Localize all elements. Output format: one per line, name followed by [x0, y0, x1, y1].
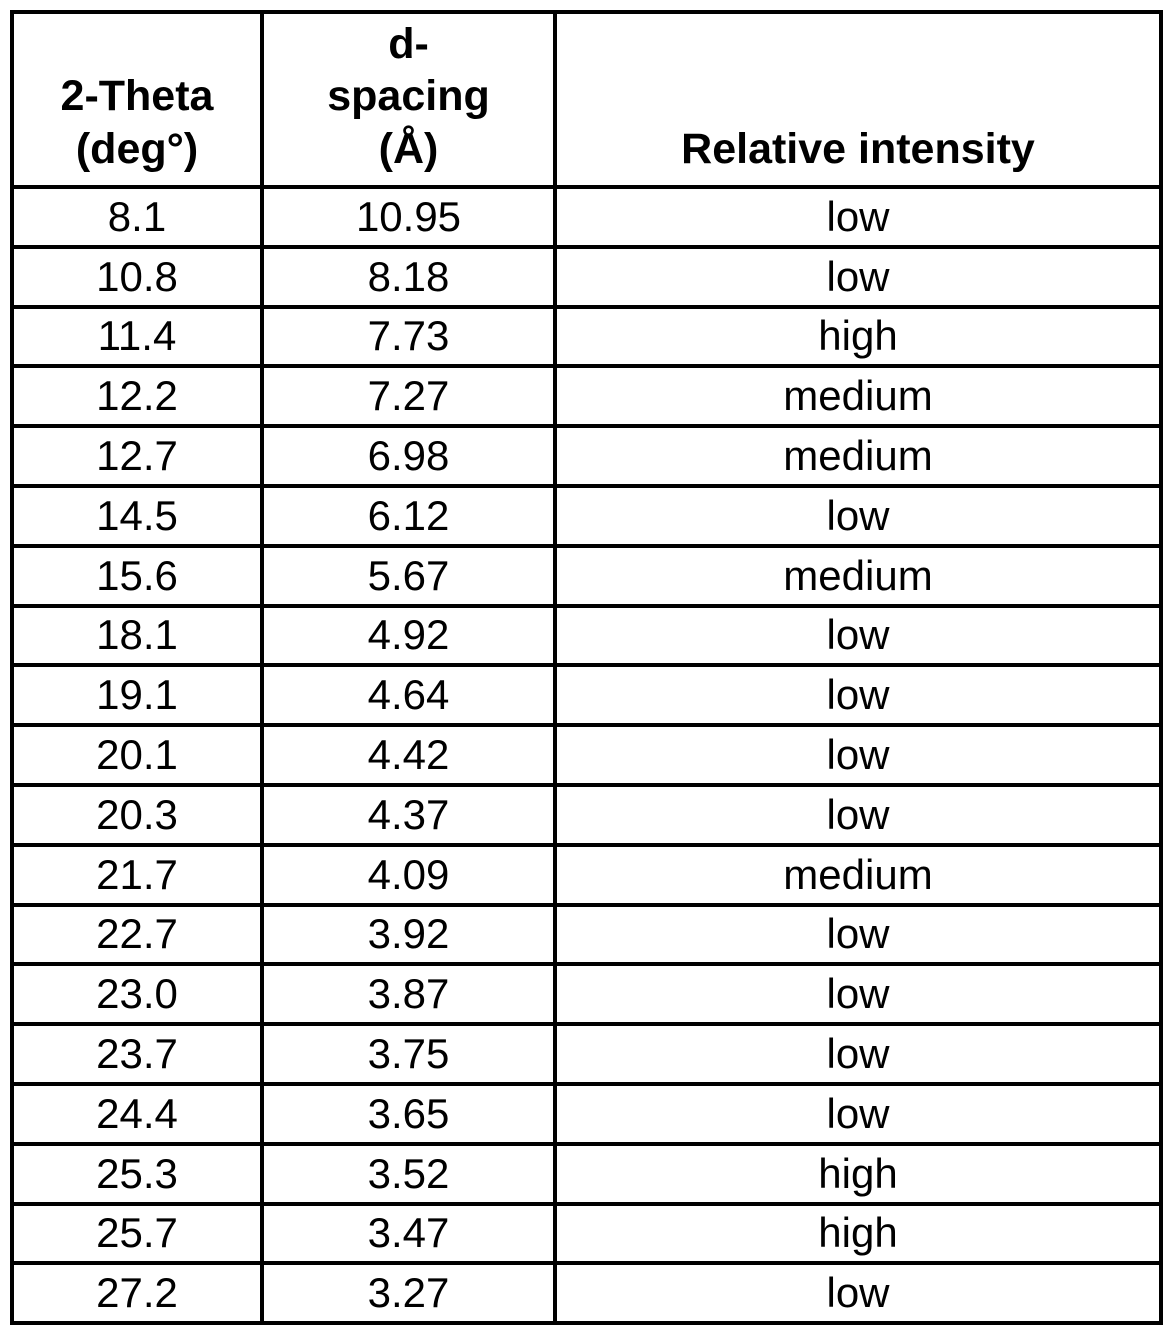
cell-dspacing: 3.75 — [262, 1024, 555, 1084]
cell-dspacing: 10.95 — [262, 187, 555, 247]
cell-dspacing: 7.73 — [262, 307, 555, 367]
cell-2theta: 23.7 — [12, 1024, 262, 1084]
cell-relative-intensity: high — [555, 1204, 1161, 1264]
table-body — [12, 187, 1161, 1323]
cell-relative-intensity: medium — [555, 845, 1161, 905]
table-row — [12, 785, 1161, 845]
cell-2theta: 12.2 — [12, 366, 262, 426]
table-row — [12, 1024, 1161, 1084]
xrd-peak-table — [10, 10, 1163, 1325]
cell-2theta: 18.1 — [12, 606, 262, 666]
cell-2theta: 11.4 — [12, 307, 262, 367]
table-row — [12, 307, 1161, 367]
cell-2theta: 20.1 — [12, 725, 262, 785]
cell-2theta: 19.1 — [12, 665, 262, 725]
cell-2theta: 23.0 — [12, 964, 262, 1024]
cell-dspacing: 3.47 — [262, 1204, 555, 1264]
header-row — [12, 12, 1161, 187]
cell-2theta: 25.7 — [12, 1204, 262, 1264]
cell-relative-intensity: low — [555, 1263, 1161, 1323]
cell-relative-intensity: low — [555, 1084, 1161, 1144]
cell-2theta: 25.3 — [12, 1144, 262, 1204]
cell-relative-intensity: medium — [555, 546, 1161, 606]
cell-dspacing: 3.87 — [262, 964, 555, 1024]
cell-dspacing: 5.67 — [262, 546, 555, 606]
table-row — [12, 546, 1161, 606]
cell-dspacing: 3.92 — [262, 905, 555, 965]
table-row — [12, 366, 1161, 426]
table-row — [12, 426, 1161, 486]
cell-relative-intensity: medium — [555, 366, 1161, 426]
table-row — [12, 1144, 1161, 1204]
cell-relative-intensity: high — [555, 1144, 1161, 1204]
cell-dspacing: 6.98 — [262, 426, 555, 486]
cell-2theta: 8.1 — [12, 187, 262, 247]
cell-relative-intensity: high — [555, 307, 1161, 367]
column-header-2theta: 2-Theta (deg°) — [12, 12, 262, 187]
cell-dspacing: 4.09 — [262, 845, 555, 905]
cell-relative-intensity: low — [555, 187, 1161, 247]
cell-2theta: 24.4 — [12, 1084, 262, 1144]
cell-2theta: 20.3 — [12, 785, 262, 845]
column-header-dspacing: d- spacing (Å) — [262, 12, 555, 187]
cell-2theta: 14.5 — [12, 486, 262, 546]
table-row — [12, 1204, 1161, 1264]
cell-relative-intensity: low — [555, 964, 1161, 1024]
table-row — [12, 964, 1161, 1024]
cell-2theta: 15.6 — [12, 546, 262, 606]
cell-relative-intensity: low — [555, 785, 1161, 845]
table-row — [12, 905, 1161, 965]
cell-2theta: 21.7 — [12, 845, 262, 905]
cell-dspacing: 7.27 — [262, 366, 555, 426]
cell-relative-intensity: low — [555, 486, 1161, 546]
cell-relative-intensity: low — [555, 247, 1161, 307]
cell-dspacing: 4.42 — [262, 725, 555, 785]
cell-dspacing: 3.52 — [262, 1144, 555, 1204]
cell-dspacing: 4.92 — [262, 606, 555, 666]
table-row — [12, 486, 1161, 546]
table-row — [12, 606, 1161, 666]
table-header — [12, 12, 1161, 187]
table-row — [12, 1263, 1161, 1323]
cell-2theta: 22.7 — [12, 905, 262, 965]
cell-dspacing: 3.27 — [262, 1263, 555, 1323]
cell-dspacing: 4.37 — [262, 785, 555, 845]
table-row — [12, 247, 1161, 307]
table-row — [12, 725, 1161, 785]
cell-dspacing: 8.18 — [262, 247, 555, 307]
cell-relative-intensity: medium — [555, 426, 1161, 486]
cell-relative-intensity: low — [555, 665, 1161, 725]
cell-dspacing: 6.12 — [262, 486, 555, 546]
cell-relative-intensity: low — [555, 1024, 1161, 1084]
table-row — [12, 665, 1161, 725]
cell-2theta: 27.2 — [12, 1263, 262, 1323]
cell-2theta: 10.8 — [12, 247, 262, 307]
table-row — [12, 187, 1161, 247]
cell-dspacing: 4.64 — [262, 665, 555, 725]
column-header-relative-intensity: Relative intensity — [555, 12, 1161, 187]
cell-relative-intensity: low — [555, 725, 1161, 785]
table-row — [12, 1084, 1161, 1144]
table-row — [12, 845, 1161, 905]
cell-relative-intensity: low — [555, 905, 1161, 965]
cell-2theta: 12.7 — [12, 426, 262, 486]
cell-relative-intensity: low — [555, 606, 1161, 666]
cell-dspacing: 3.65 — [262, 1084, 555, 1144]
